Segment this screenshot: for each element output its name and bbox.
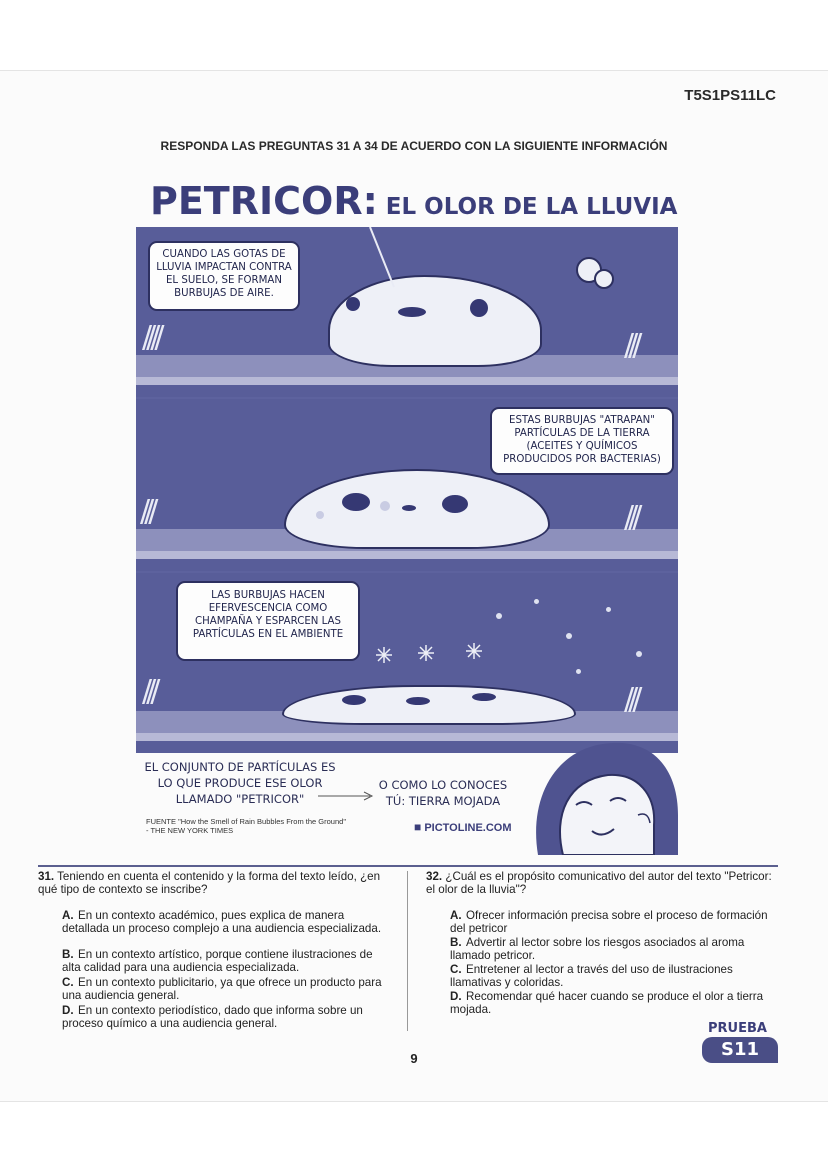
floating-particle — [566, 633, 572, 639]
pointer-line — [368, 227, 398, 289]
question-32 — [426, 871, 782, 896]
comic-panel-1 — [136, 227, 678, 397]
option-31-a[interactable]: A. En un contexto académico, pues explica de manera detallada un proceso complejo a una audiencia especializada. — [62, 909, 382, 935]
effervescence-sparkles — [366, 635, 496, 675]
speech-bubble-2: ESTAS BURBUJAS "ATRAPAN" PARTÍCULAS DE LA TIERRA (ACEITES Y QUÍMICOS PRODUCIDOS POR BACTERIAS) — [490, 407, 674, 475]
floating-particle — [496, 613, 502, 619]
instructions: RESPONDA LAS PREGUNTAS 31 A 34 DE ACUERDO CON LA SIGUIENTE INFORMACIÓN — [160, 139, 668, 153]
option-31-b[interactable]: B. En un contexto artístico, porque contiene ilustraciones de alta calidad para una audiencia especializada. — [62, 948, 373, 974]
air-bubble — [402, 505, 416, 511]
exam-page — [0, 70, 828, 1102]
air-bubble — [342, 493, 370, 511]
title-main: PETRICOR: — [150, 179, 378, 223]
air-bubble — [342, 695, 366, 705]
air-bubble — [398, 307, 426, 317]
question-text: ¿Cuál es el propósito comunicativo del autor del texto "Petricor: el olor de la lluvia"? — [426, 870, 772, 896]
source-citation: FUENTE "How the Smell of Rain Bubbles From the Ground" - THE NEW YORK TIMES — [146, 817, 346, 835]
flattened-bubble — [282, 685, 576, 725]
comic-panel-2 — [136, 399, 678, 571]
floating-particle — [534, 599, 539, 604]
option-32-d[interactable]: D. Recomendar qué hacer cuando se produce el olor a tierra mojada. — [450, 990, 764, 1016]
speech-bubble-1: CUANDO LAS GOTAS DE LLUVIA IMPACTAN CONTRA EL SUELO, SE FORMAN BURBUJAS DE AIRE. — [148, 241, 300, 311]
grass-decoration: /// — [142, 674, 155, 709]
air-bubble — [406, 697, 430, 705]
conclusion-text: EL CONJUNTO DE PARTÍCULAS ES LO QUE PRODUCE ESE OLOR LLAMADO "PETRICOR" — [144, 760, 336, 806]
floating-particle — [606, 607, 611, 612]
question-number: 31. — [38, 870, 55, 883]
credit-text: PICTOLINE.COM — [424, 822, 512, 834]
floating-particle — [636, 651, 642, 657]
speech-bubble-3: LAS BURBUJAS HACEN EFERVESCENCIA COMO CHAMPAÑA Y ESPARCEN LAS PARTÍCULAS EN EL AMBIENTE — [176, 581, 360, 661]
alternate-name-text: O COMO LO CONOCES TÚ: TIERRA MOJADA — [378, 778, 508, 808]
question-number: 32. — [426, 870, 443, 883]
grass-decoration: //// — [142, 320, 159, 355]
grass-decoration: /// — [624, 328, 637, 363]
title-rest: EL OLOR DE LA LLUVIA — [377, 194, 678, 220]
page-number: 9 — [410, 1051, 418, 1066]
bubble-trap — [284, 469, 550, 549]
soil-particle — [316, 511, 324, 519]
section-divider — [38, 865, 778, 867]
ground-edge — [136, 551, 678, 559]
air-bubble — [346, 297, 360, 311]
option-31-c[interactable]: C. En un contexto publicitario, ya que ofrece un producto para una audiencia general. — [62, 976, 382, 1002]
option-31-d[interactable]: D. En un contexto periodístico, dado que informa sobre un proceso químico a una audiencia general. — [62, 1004, 363, 1030]
grass-decoration: /// — [624, 682, 637, 717]
woman-illustration — [518, 735, 678, 855]
test-code-badge: S11 — [702, 1037, 778, 1063]
question-31 — [38, 871, 396, 896]
infographic-title — [150, 179, 678, 223]
grass-decoration: /// — [624, 500, 637, 535]
question-text: Teniendo en cuenta el contenido y la forma del texto leído, ¿en qué tipo de contexto se inscribe? — [38, 870, 381, 896]
grass-decoration: /// — [140, 494, 153, 529]
floating-particle — [576, 669, 581, 674]
test-label: PRUEBA — [708, 1021, 767, 1036]
option-32-a[interactable]: A. Ofrecer información precisa sobre el proceso de formación del petricor — [450, 909, 768, 935]
raindrop-splash — [328, 275, 542, 367]
air-bubble — [442, 495, 468, 513]
comic-illustration — [136, 227, 678, 753]
option-32-b[interactable]: B. Advertir al lector sobre los riesgos asociados al aroma llamado petricor. — [450, 936, 745, 962]
ground-edge — [136, 377, 678, 385]
publisher-credit — [414, 820, 512, 834]
option-32-c[interactable]: C. Entretener al lector a través del uso de ilustraciones llamativas y coloridas. — [450, 963, 733, 989]
air-bubble — [470, 299, 488, 317]
column-divider — [407, 871, 408, 1031]
comic-panel-3 — [136, 573, 678, 753]
droplet — [594, 269, 614, 289]
dog-logo-icon: ■ — [414, 820, 422, 834]
soil-particle — [380, 501, 390, 511]
document-code: T5S1PS11LC — [684, 87, 776, 104]
air-bubble — [472, 693, 496, 701]
